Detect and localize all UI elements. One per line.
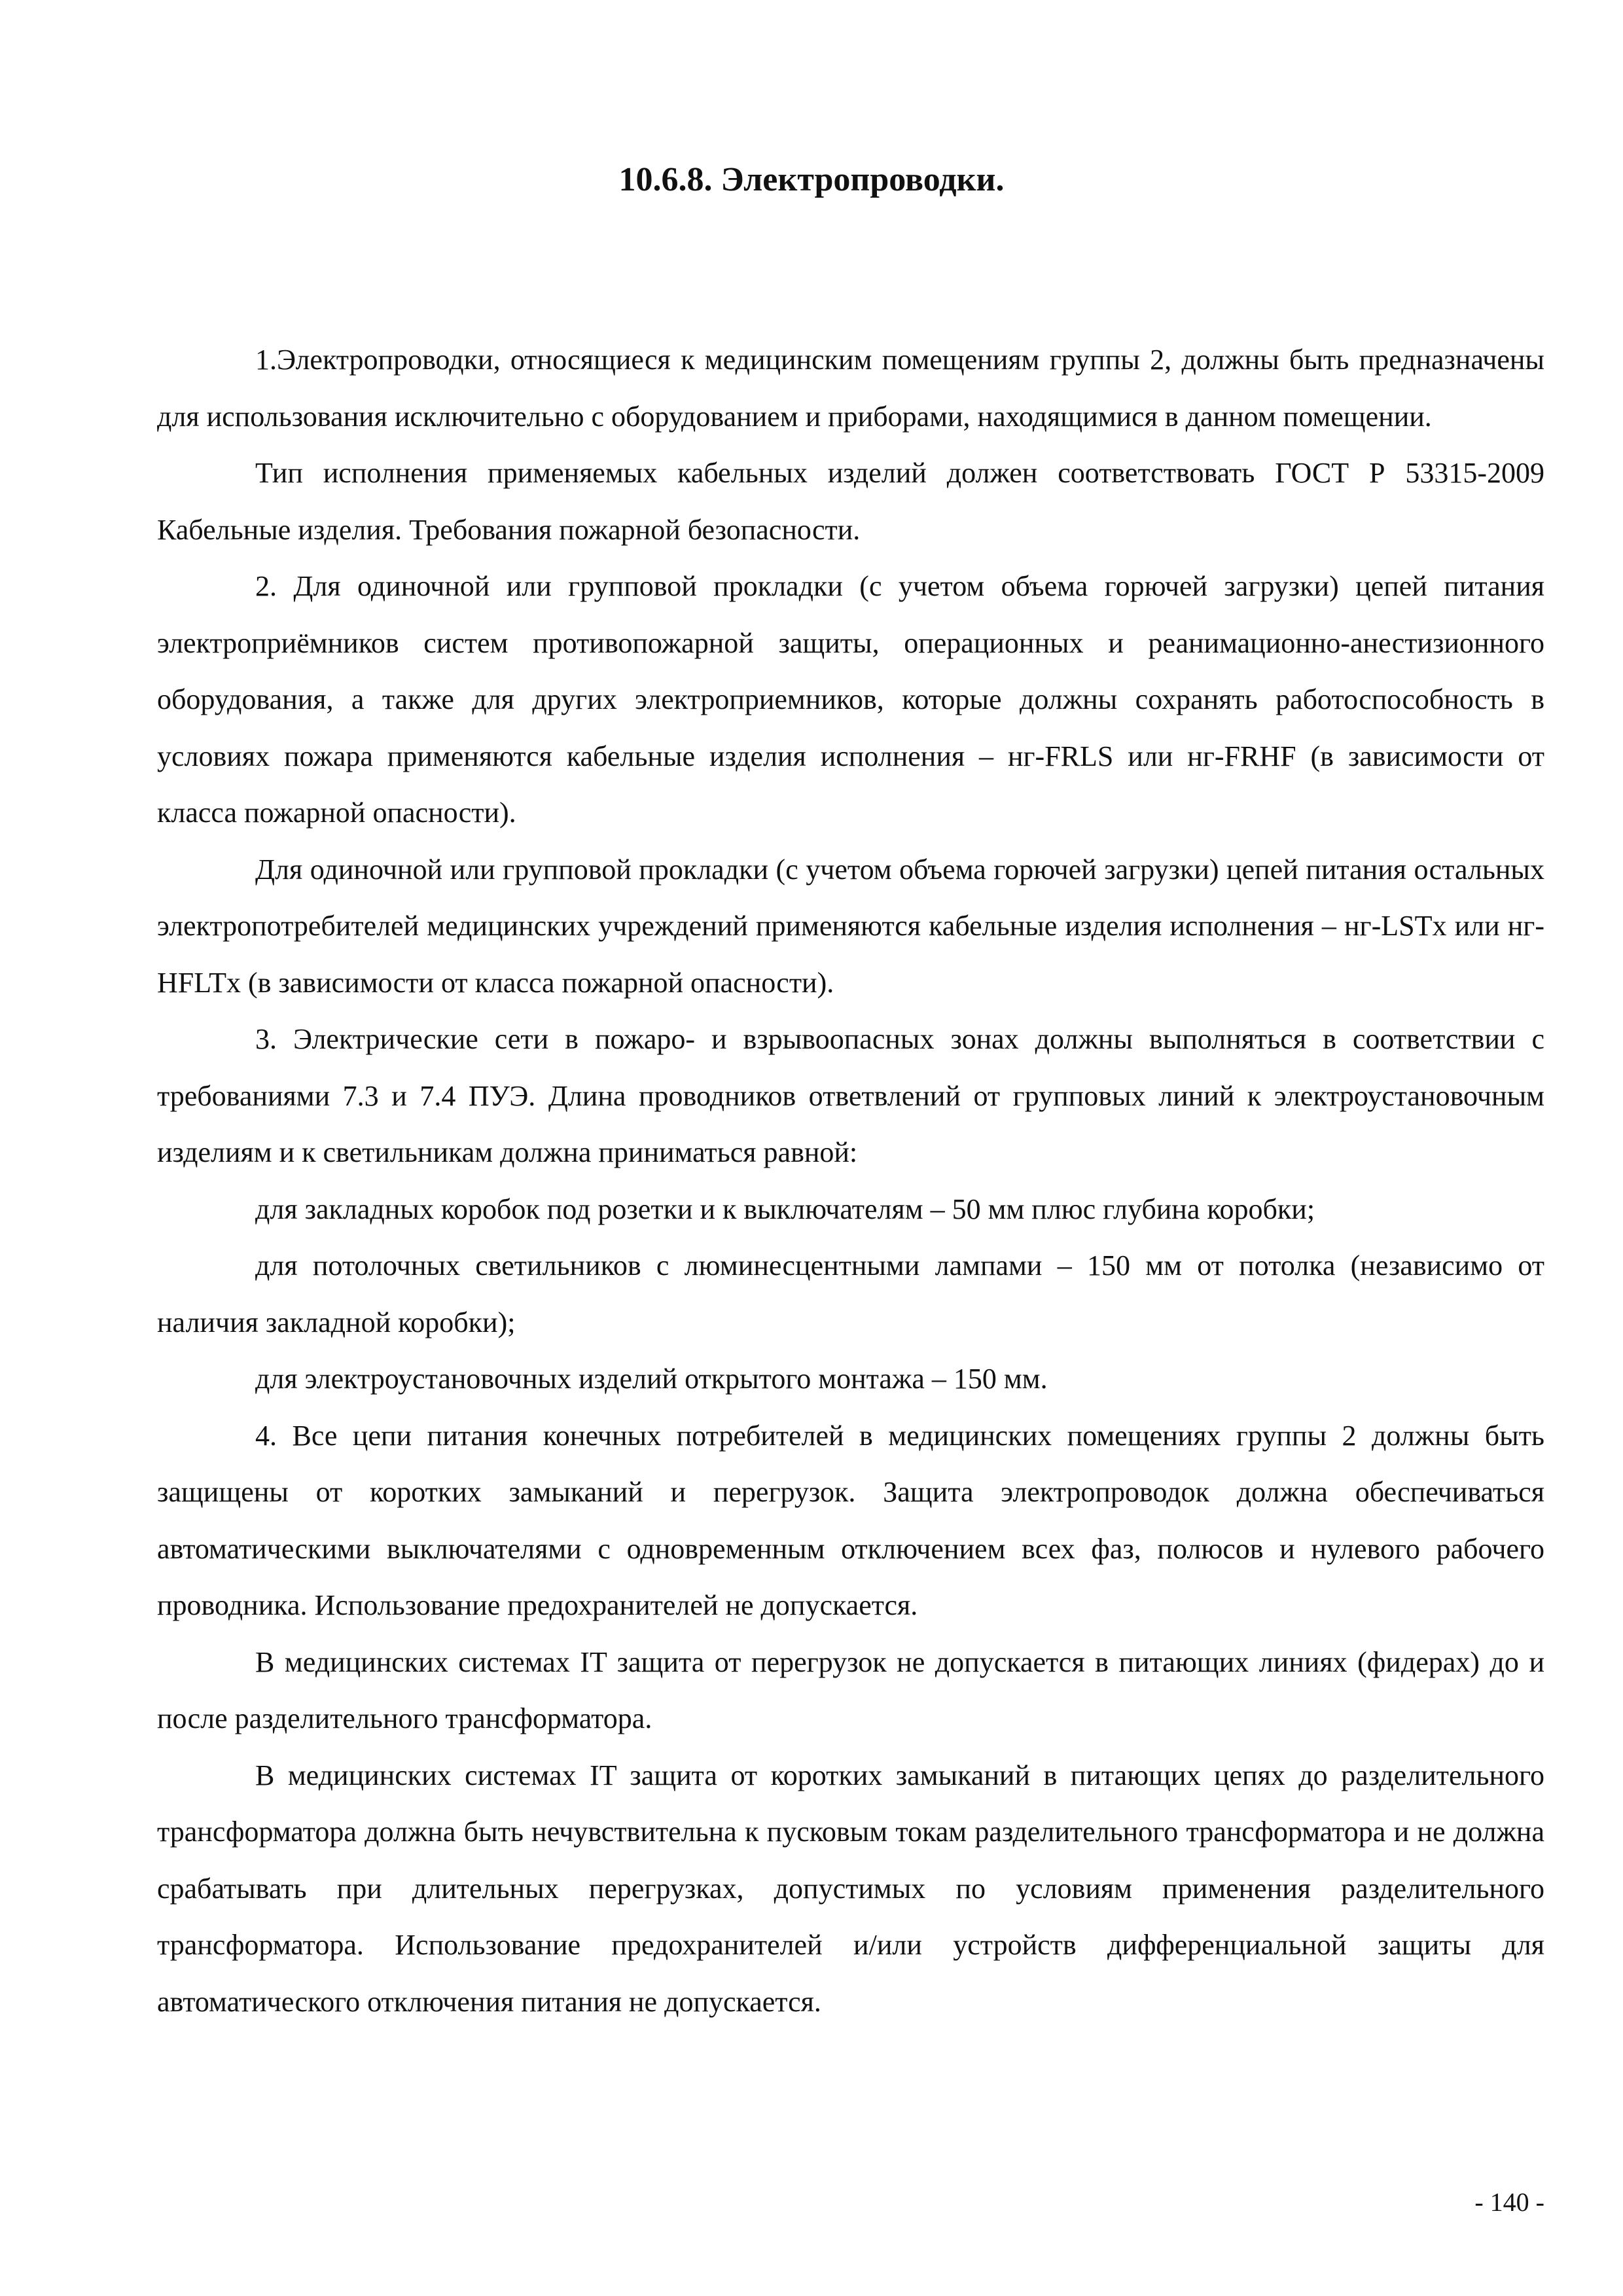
paragraph-3: 2. Для одиночной или групповой прокладки (с учетом объема горючей загрузки) цепей питания электроприёмников систем противопожарной защиты, операционных и реанимационно-анестизионного оборудования, а также для других электроприемников, которые должны сохранять работоспособность в условиях пожара применяются кабельные изделия исполнения – нг-FRLS или нг-FRHF (в зависимости от класса пожарной опасности).: [157, 570, 1544, 829]
paragraph-9: 4. Все цепи питания конечных потребителей в медицинских помещениях группы 2 должны быть защищены от коротких замыканий и перегрузок. Защита электропроводок должна обеспечиваться автоматическими выключателями с одновременным отключением всех фаз, полюсов и нулевого рабочего проводника. Использование предохранителей не допускается.: [157, 1419, 1544, 1621]
paragraph-7: для потолочных светильников с люминесцентными лампами – 150 мм от потолка (независимо от наличия закладной коробки);: [157, 1249, 1544, 1338]
page-number: - 140 -: [1474, 2187, 1544, 2217]
paragraph-4: Для одиночной или групповой прокладки (с учетом объема горючей загрузки) цепей питания остальных электропотребителей медицинских учреждений применяются кабельные изделия исполнения – нг-LSTx или нг-HFLTx (в зависимости от класса пожарной опасности).: [157, 853, 1544, 999]
paragraph-8: для электроустановочных изделий открытого монтажа – 150 мм.: [255, 1363, 1048, 1395]
paragraph-11: В медицинских системах IT защита от коротких замыканий в питающих цепях до разделительного трансформатора должна быть нечувствительна к пусковым токам разделительного трансформатора и не должна срабатывать при длительных перегрузках, допустимых по условиям применения разделительного трансформатора. Использование предохранителей и/или устройств дифференциальной защиты для автоматического отключения питания не допускается.: [157, 1759, 1544, 2018]
paragraph-1: 1.Электропроводки, относящиеся к медицинским помещениям группы 2, должны быть предназначены для использования исключительно с оборудованием и приборами, находящимися в данном помещении.: [157, 344, 1544, 433]
paragraph-10: В медицинских системах IT защита от перегрузок не допускается в питающих линиях (фидерах) до и после разделительного трансформатора.: [157, 1645, 1544, 1734]
paragraph-2: Тип исполнения применяемых кабельных изделий должен соответствовать ГОСТ Р 53315-2009 Кабельные изделия. Требования пожарной безопасности.: [157, 457, 1544, 546]
paragraph-5: 3. Электрические сети в пожаро- и взрывоопасных зонах должны выполняться в соответствии с требованиями 7.3 и 7.4 ПУЭ. Длина проводников ответвлений от групповых линий к электроустановочным изделиям и к светильникам должна приниматься равной:: [157, 1023, 1544, 1168]
document-body: [157, 332, 1544, 2030]
paragraph-6: для закладных коробок под розетки и к выключателям – 50 мм плюс глубина коробки;: [255, 1193, 1315, 1225]
section-heading: 10.6.8. Электропроводки.: [618, 161, 1005, 198]
